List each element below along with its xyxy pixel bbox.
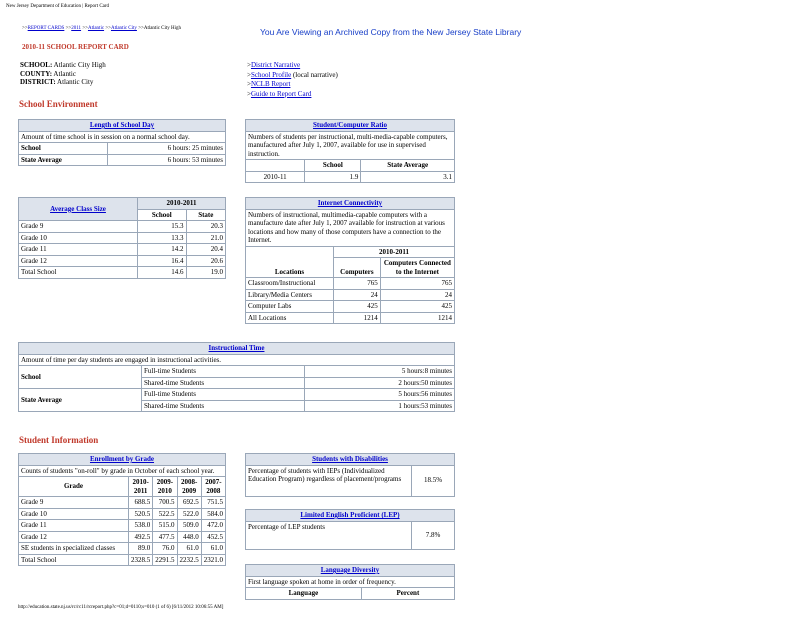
district-label: DISTRICT: — [20, 78, 56, 86]
cell: 24 — [333, 289, 380, 301]
col-header: 2009-2010 — [153, 477, 177, 497]
enrollment-table — [18, 453, 226, 566]
cell: 61.0 — [177, 543, 201, 555]
lep-table — [245, 509, 455, 550]
breadcrumb-link[interactable]: Atlantic City — [110, 26, 137, 31]
col-header: Grade — [19, 477, 129, 497]
row-label: Grade 12 — [19, 255, 138, 267]
col-header: 2008-2009 — [177, 477, 201, 497]
school-label: SCHOOL: — [20, 61, 53, 69]
breadcrumb-link[interactable]: 2011 — [71, 26, 82, 31]
table-row — [19, 531, 226, 543]
cell: 89.0 — [129, 543, 153, 555]
school-environment-heading: School Environment — [19, 99, 98, 109]
lep-title[interactable]: Limited English Proficient (LEP) — [246, 510, 455, 522]
row-label: Library/Media Centers — [246, 289, 334, 301]
row-label: SE students in specialized classes — [19, 543, 129, 555]
table-row — [246, 278, 455, 290]
table-row — [246, 301, 455, 313]
school-profile-note: (local narrative) — [291, 70, 338, 79]
computer-ratio-desc: Numbers of students per instructional, multi-media-capable computers, manufactured after July 1, 2007, available for use in supervised instruction. — [246, 131, 455, 160]
row-label: Total School — [19, 554, 129, 566]
col-header: State — [186, 209, 225, 221]
language-diversity-table — [245, 564, 455, 600]
row-label: Total School — [19, 267, 138, 279]
district-narrative-link[interactable]: District Narrative — [250, 61, 301, 69]
cell: 520.5 — [129, 508, 153, 520]
enrollment-title[interactable]: Enrollment by Grade — [19, 454, 226, 466]
guide-link[interactable]: Guide to Report Card — [250, 89, 312, 98]
disabilities-desc: Percentage of students with IEPs (Individualized Education Program) regardless of placement/programs — [246, 465, 412, 496]
language-diversity-title[interactable]: Language Diversity — [246, 565, 455, 577]
cell: 2321.0 — [201, 554, 225, 566]
table-row — [19, 232, 226, 244]
cell: 14.6 — [137, 267, 186, 279]
school-profile-link[interactable]: School Profile — [250, 70, 292, 79]
row-label: Computer Labs — [246, 301, 334, 313]
row-value: 6 hours: 25 minutes — [108, 143, 226, 155]
cell: 472.0 — [201, 520, 225, 532]
cell: 1214 — [333, 312, 380, 324]
cell: 3.1 — [361, 171, 455, 183]
row-label: State Average — [19, 154, 108, 166]
cell: 20.3 — [186, 221, 225, 233]
col-header: Computers — [333, 258, 380, 278]
cell: 751.5 — [201, 497, 225, 509]
cell: 692.5 — [177, 497, 201, 509]
cell: 61.0 — [201, 543, 225, 555]
cell: 538.0 — [129, 520, 153, 532]
length-of-day-title[interactable]: Length of School Day — [19, 120, 226, 132]
cell: 509.0 — [177, 520, 201, 532]
internet-table — [245, 197, 455, 324]
col-header: School — [137, 209, 186, 221]
cell: 425 — [333, 301, 380, 313]
cell: 765 — [333, 278, 380, 290]
table-row — [19, 244, 226, 256]
cell: 2328.5 — [129, 554, 153, 566]
disabilities-table — [245, 453, 455, 497]
language-diversity-desc: First language spoken at home in order of frequency. — [246, 576, 455, 588]
cell: 2232.5 — [177, 554, 201, 566]
row-sublabel: Full-time Students — [142, 389, 305, 401]
cell: 522.5 — [153, 508, 177, 520]
cell: 20.4 — [186, 244, 225, 256]
row-label: Grade 10 — [19, 508, 129, 520]
disabilities-value: 18.5% — [412, 465, 455, 496]
internet-title[interactable]: Internet Connectivity — [246, 198, 455, 210]
instructional-time-table — [18, 342, 455, 412]
row-label: Grade 11 — [19, 520, 129, 532]
instructional-time-title[interactable]: Instructional Time — [19, 343, 455, 355]
col-header: Percent — [361, 588, 454, 600]
cell: 1214 — [380, 312, 454, 324]
row-label: Grade 11 — [19, 244, 138, 256]
class-size-table — [18, 197, 226, 279]
nclb-report-link[interactable]: NCLB Report — [250, 80, 291, 88]
cell: 452.5 — [201, 531, 225, 543]
cell: 425 — [380, 301, 454, 313]
disabilities-title[interactable]: Students with Disabilities — [246, 454, 455, 466]
cell: 515.0 — [153, 520, 177, 532]
cell: 21.0 — [186, 232, 225, 244]
cell: 1 hours:53 minutes — [305, 400, 455, 412]
col-header: Computers Connected to the Internet — [380, 258, 454, 278]
school-value: Atlantic City High — [53, 61, 106, 69]
col-header: 2010-2011 — [129, 477, 153, 497]
row-label: All Locations — [246, 312, 334, 324]
cell: 13.3 — [137, 232, 186, 244]
internet-desc: Numbers of instructional, multimedia-capable computers with a manufacture date after July 1, 2007 available for instruction at various locations and how many of those computers have a connection to the Internet. — [246, 209, 455, 246]
row-label: School — [19, 366, 142, 389]
table-header-row — [19, 477, 226, 497]
table-row — [246, 289, 455, 301]
row-label: Grade 9 — [19, 221, 138, 233]
computer-ratio-table — [245, 119, 455, 183]
row-sublabel: Shared-time Students — [142, 377, 305, 389]
table-row — [19, 520, 226, 532]
cell: 1.9 — [305, 171, 361, 183]
enrollment-desc: Counts of students "on-roll" by grade in October of each school year. — [19, 465, 226, 477]
cell: 14.2 — [137, 244, 186, 256]
col-header: State Average — [361, 160, 455, 172]
breadcrumb-current: Atlantic City High — [143, 26, 182, 31]
cell: 2 hours:50 minutes — [305, 377, 455, 389]
cell: 765 — [380, 278, 454, 290]
row-label: Classroom/Instructional — [246, 278, 334, 290]
cell: 24 — [380, 289, 454, 301]
cell: 5 hours:56 minutes — [305, 389, 455, 401]
cell: 19.0 — [186, 267, 225, 279]
computer-ratio-title[interactable]: Student/Computer Ratio — [246, 120, 455, 132]
table-row — [19, 543, 226, 555]
cell: 448.0 — [177, 531, 201, 543]
cell: 688.5 — [129, 497, 153, 509]
length-of-day-table — [18, 119, 226, 166]
table-row — [19, 267, 226, 279]
table-row — [19, 497, 226, 509]
cell: 700.5 — [153, 497, 177, 509]
class-size-title[interactable]: Average Class Size — [19, 198, 138, 221]
year-header: 2010-2011 — [137, 198, 225, 210]
breadcrumb-link[interactable]: Atlantic — [87, 26, 105, 31]
page-footer-url: http://education.state.nj.us/rc/rc11/rcreport.php?c=01;d=0110;s=010 (1 of 6) [6/11/2012 10:06:55 AM] — [18, 605, 224, 610]
cell: 5 hours:8 minutes — [305, 366, 455, 378]
row-label: 2010-11 — [246, 171, 305, 183]
row-label: Grade 10 — [19, 232, 138, 244]
school-info — [20, 61, 106, 87]
cell: 15.3 — [137, 221, 186, 233]
county-label: COUNTY: — [20, 69, 53, 78]
row-sublabel: Full-time Students — [142, 366, 305, 378]
cell: 20.6 — [186, 255, 225, 267]
col-header: 2007-2008 — [201, 477, 225, 497]
cell: 584.0 — [201, 508, 225, 520]
row-value: 6 hours: 53 minutes — [108, 154, 226, 166]
row-label: State Average — [19, 389, 142, 412]
row-label: Grade 12 — [19, 531, 129, 543]
breadcrumb: >>REPORT CARDS >>2011 >>Atlantic >>Atlantic City >>Atlantic City High — [22, 26, 182, 31]
cell: 477.5 — [153, 531, 177, 543]
report-title: 2010-11 SCHOOL REPORT CARD — [22, 43, 129, 51]
row-label: School — [19, 143, 108, 155]
district-value: Atlantic City — [57, 78, 94, 86]
cell: 16.4 — [137, 255, 186, 267]
page-header: New Jersey Department of Education | Report Card — [6, 4, 110, 9]
cell: 522.0 — [177, 508, 201, 520]
cell: 492.5 — [129, 531, 153, 543]
col-header: Language — [246, 588, 362, 600]
student-information-heading: Student Information — [19, 435, 99, 445]
length-of-day-desc: Amount of time school is in session on a normal school day. — [19, 131, 226, 143]
row-sublabel: Shared-time Students — [142, 400, 305, 412]
col-header: School — [305, 160, 361, 172]
table-row — [246, 312, 455, 324]
county-value: Atlantic — [53, 69, 76, 78]
instructional-time-desc: Amount of time per day students are engaged in instructional activities. — [19, 354, 455, 366]
col-header: Locations — [246, 246, 334, 278]
year-header: 2010-2011 — [333, 246, 454, 258]
lep-desc: Percentage of LEP students — [246, 521, 412, 549]
table-row — [19, 554, 226, 566]
cell: 2291.5 — [153, 554, 177, 566]
table-row — [19, 221, 226, 233]
lep-value: 7.8% — [412, 521, 455, 549]
row-label: Grade 9 — [19, 497, 129, 509]
breadcrumb-link[interactable]: REPORT CARDS — [27, 26, 65, 31]
cell: 76.0 — [153, 543, 177, 555]
table-row — [19, 255, 226, 267]
archive-banner: You Are Viewing an Archived Copy from the New Jersey State Library — [260, 27, 522, 37]
report-links: >District Narrative >School Profile (local narrative) >NCLB Report >Guide to Report Card — [247, 61, 338, 98]
table-row — [19, 508, 226, 520]
